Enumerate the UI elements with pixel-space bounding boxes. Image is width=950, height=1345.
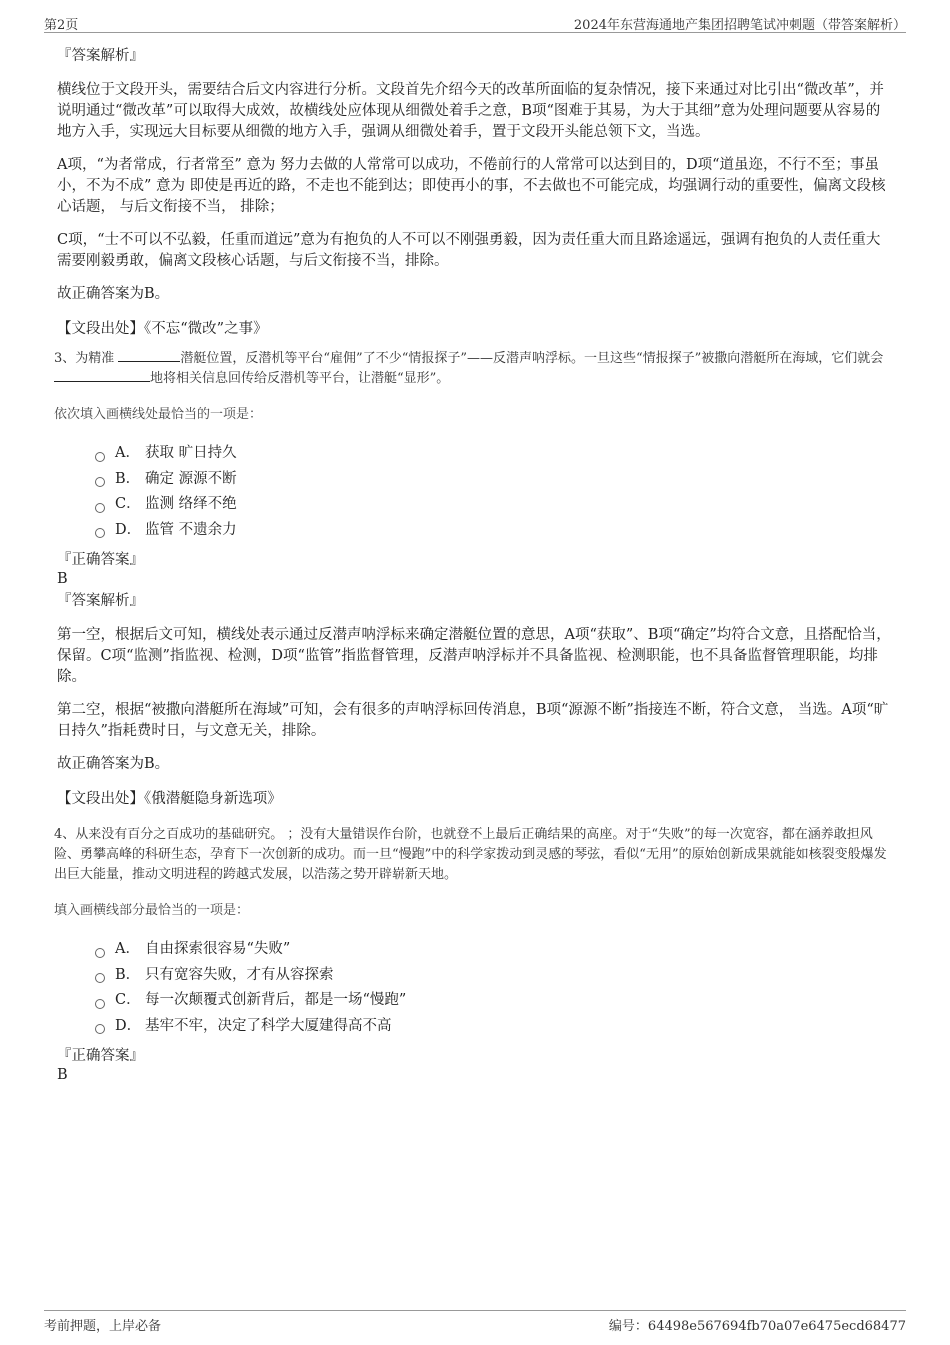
passage-source: 【文段出处】《不忘“微改”之事》 — [57, 321, 268, 337]
document-id: 编号：64498e567694fb70a07e6475ecd68477 — [608, 1319, 906, 1334]
option-b[interactable]: B． 确定 源源不断 — [95, 467, 891, 493]
radio-icon[interactable] — [95, 973, 105, 983]
correct-answer-title: 『正确答案』 — [57, 1048, 144, 1064]
radio-icon[interactable] — [95, 477, 105, 487]
question-3-text: 3、为精准 潜艇位置，反潜机等平台“雇佣”了不少“情报探子”——反潜声呐浮标。一旦这些“情报探子”被撒向潜艇所在海域，它们就会 地将相关信息回传给反潜机等平台，让潜艇“显形”。 — [54, 351, 884, 386]
page-number: 第2页 — [44, 18, 79, 33]
analysis-paragraph: 第二空，根据“被撒向潜艇所在海域”可知，会有很多的声呐浮标回传消息，B项“源源不断”指接连不断，符合文意， 当选。A项“旷日持久”指耗费时日，与文意无关，排除。 — [57, 702, 889, 739]
analysis-conclusion: 故正确答案为B。 — [57, 286, 170, 302]
question-4-prompt: 填入画横线部分最恰当的一项是： — [54, 903, 250, 918]
document-body — [54, 46, 891, 1085]
analysis-paragraph: C项，“士不可以不弘毅，任重而道远”意为有抱负的人不可以不刚强勇毅，因为责任重大而且路途遥远，强调有抱负的人责任重大需要刚毅勇敢，偏离文段核心话题，与后文衔接不当，排除。 — [57, 232, 881, 269]
analysis-paragraph: 第一空，根据后文可知，横线处表示通过反潜声呐浮标来确定潜艇位置的意思，A项“获取”、B项“确定”均符合文意，且搭配恰当，保留。C项“监测”指监视、检测，D项“监管”指监督管理，反潜声呐浮标并不具备监视、检测职能，也不具备监督管理职能，均排除。 — [57, 627, 891, 685]
question-3-options — [95, 441, 891, 543]
correct-answer-title: 『正确答案』 — [57, 552, 144, 568]
option-d[interactable]: D． 基牢不牢，决定了科学大厦建得高不高 — [95, 1014, 891, 1040]
radio-icon[interactable] — [95, 528, 105, 538]
analysis-title: 『答案解析』 — [57, 48, 144, 64]
question-4-text: 4、从来没有百分之百成功的基础研究。 ；没有大量错误作台阶，也就登不上最后正确结果的高座。对于“失败”的每一次宽容，都在涵养敢担风险、勇攀高峰的科研生态，孕育下一次创新的成功。而一旦“慢跑”中的科学家拨动到灵感的琴弦，看似“无用”的原始创新成果就能如核裂变般爆发出巨大能量，推动文明进程的跨越式发展，以浩荡之势开辟崭新天地。 — [54, 827, 887, 882]
option-c[interactable]: C． 每一次颠覆式创新背后，都是一场“慢跑” — [95, 988, 891, 1014]
correct-answer-value: B — [57, 571, 68, 587]
question-3-prompt: 依次填入画横线处最恰当的一项是： — [54, 407, 263, 422]
correct-answer-value: B — [57, 1067, 68, 1083]
radio-icon[interactable] — [95, 452, 105, 462]
footer-slogan: 考前押题，上岸必备 — [44, 1319, 162, 1334]
option-a[interactable]: A． 自由探索很容易“失败” — [95, 937, 891, 963]
page-header — [44, 12, 906, 33]
passage-source: 【文段出处】《俄潜艇隐身新选项》 — [57, 791, 282, 807]
fill-blank — [54, 369, 150, 382]
radio-icon[interactable] — [95, 999, 105, 1009]
radio-icon[interactable] — [95, 1024, 105, 1034]
analysis-conclusion: 故正确答案为B。 — [57, 756, 170, 772]
analysis-title: 『答案解析』 — [57, 593, 144, 609]
radio-icon[interactable] — [95, 948, 105, 958]
radio-icon[interactable] — [95, 503, 105, 513]
analysis-paragraph: A项，“为者常成，行者常至” 意为 努力去做的人常常可以成功，不倦前行的人常常可以达到目的，D项“道虽迩，不行不至；事虽小，不为不成” 意为 即使是再近的路，不走也不能到达；即使再小的事，不去做也不可能完成，均强调行动的重要性，偏离文段核心话题， 与后文衔接不当， 排除； — [57, 157, 886, 215]
option-b[interactable]: B． 只有宽容失败，才有从容探索 — [95, 963, 891, 989]
option-c[interactable]: C． 监测 络绎不绝 — [95, 492, 891, 518]
page-footer — [44, 1310, 906, 1335]
analysis-paragraph: 横线位于文段开头，需要结合后文内容进行分析。文段首先介绍今天的改革所面临的复杂情况，接下来通过对比引出“微改革”，并说明通过“微改革”可以取得大成效，故横线处应体现从细微处着手之意，B项“图难于其易，为大于其细”意为处理问题要从容易的地方入手，实现远大目标要从细微的地方入手，强调从细微处着手，置于文段开头能总领下文，当选。 — [57, 82, 884, 140]
option-a[interactable]: A． 获取 旷日持久 — [95, 441, 891, 467]
option-d[interactable]: D． 监管 不遗余力 — [95, 518, 891, 544]
document-title: 2024年东营海通地产集团招聘笔试冲刺题（带答案解析） — [573, 18, 906, 33]
fill-blank — [118, 349, 180, 362]
question-4-options — [95, 937, 891, 1039]
